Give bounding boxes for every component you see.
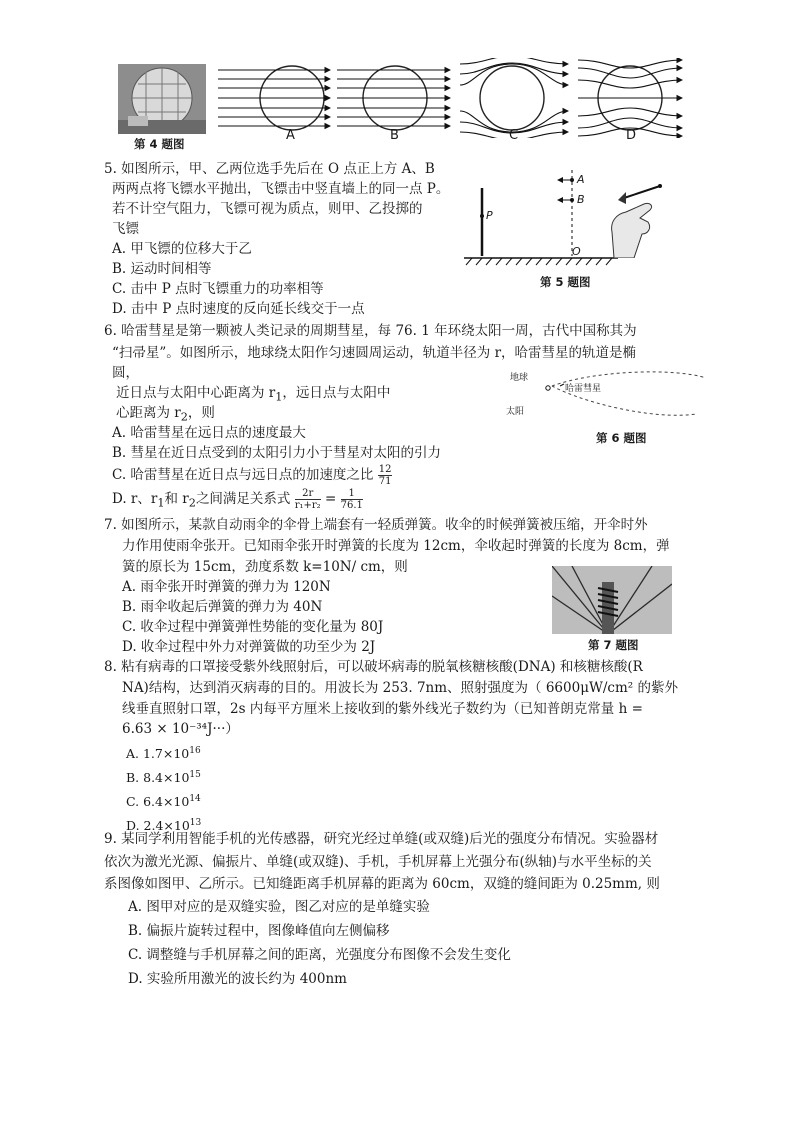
- q6-line-5: ，远日点与太阳中: [282, 385, 391, 401]
- q6-line-4: 近日点与太阳中心距离为 r: [116, 385, 276, 401]
- q9-option-d: D. 实验所用激光的波长约为 400nm: [128, 971, 347, 987]
- q6-frac-d-left-num: 2r: [295, 488, 321, 500]
- q8-line-1: 8. 粘有病毒的口罩接受紫外线照射后，可以破坏病毒的脱氧核糖核酸(DNA) 和核糖核酸(R: [104, 659, 643, 675]
- fig4-option-a: [218, 66, 330, 130]
- fig4-field-diagrams: [212, 58, 712, 138]
- q9-option-b: B. 偏振片旋转过程中，图像峰值向左侧偏移: [128, 923, 390, 939]
- q7-line-2: 力作用使雨伞张开。已知雨伞张开时弹簧的长度为 12cm，伞收起时弹簧的长度为 8cm，弹: [122, 538, 670, 554]
- fig4-label-a: A: [286, 128, 295, 143]
- fig4-option-c: [460, 58, 568, 138]
- q9-line-1: 9. 某同学利用智能手机的光传感器，研究光经过单缝(或双缝)后光的强度分布情况。实验器材: [104, 831, 659, 847]
- q9-line-2: 依次为激光光源、偏振片、单缝(或双缝)、手机，手机屏幕上光强分布(纵轴)与水平坐标的关: [104, 854, 652, 870]
- q6-line-3: 圆，: [112, 365, 139, 381]
- q5-line-4: 飞镖: [112, 221, 139, 237]
- fig6-caption: 第 6 题图: [596, 431, 647, 445]
- q6-line-7: ，则: [187, 405, 215, 421]
- q8-line-3: 线垂直照射口罩，2s 内每平方厘米上接收到的紫外线光子数约为（已知普朗克常量 h =: [122, 701, 643, 717]
- q6-option-d-3: 之间满足关系式: [195, 491, 291, 507]
- q6-option-c: C. 哈雷彗星在近日点与远日点的加速度之比: [112, 467, 374, 483]
- q6-frac-c-den: 71: [378, 476, 392, 487]
- q9-line-3: 系图像如图甲、乙所示。已知缝距离手机屏幕的距离为 60cm，双缝的缝间距为 0.25mm, 则: [104, 876, 660, 892]
- q7-line-1: 7. 如图所示，某款自动雨伞的伞骨上端套有一轻质弹簧。收伞的时候弹簧被压缩，开伞时外: [104, 517, 648, 533]
- q6-line-4-wrap: 近日点与太阳中心距离为 $r_1$，远日点与太阳中: [116, 385, 391, 404]
- q6-line-1: 6. 哈雷彗星是第一颗被人类记录的周期彗星，每 76. 1 年环绕太阳一周，古代中国称其为: [104, 323, 637, 339]
- fig5-diagram: [460, 166, 620, 272]
- q6-line-6: 心距离为 r: [116, 405, 181, 421]
- fig6-earth-label: 地球: [510, 373, 529, 383]
- fig5-caption: 第 5 题图: [540, 275, 591, 289]
- q7-option-d: D. 收伞过程中外力对弹簧做的功至少为 2J: [122, 639, 376, 655]
- fig7-caption: 第 7 题图: [588, 638, 639, 652]
- q5-line-1: 5. 如图所示，甲、乙两位选手先后在 O 点正上方 A、B: [104, 161, 435, 177]
- q5-option-c: C. 击中 P 点时飞镖重力的功率相等: [112, 281, 324, 297]
- q8-option-b-exp: 15: [189, 770, 201, 780]
- q8-option-d-exp: 13: [189, 818, 202, 828]
- q8-option-a-exp: 16: [189, 746, 201, 756]
- umbrella-spring-photo: [552, 566, 672, 634]
- fig4-caption: 第 4 题图: [134, 137, 185, 151]
- q7-line-3: 簧的原长为 15cm，劲度系数 k=10N/ cm，则: [122, 559, 408, 575]
- fig4-photo: [118, 64, 206, 134]
- q5-line-2: 两两点将飞镖水平抛出，飞镖击中竖直墙上的同一点 P。: [112, 181, 450, 197]
- fig6-orbit-diagram: [496, 364, 718, 430]
- fig4-option-d: [578, 60, 682, 136]
- q5-option-a: A. 甲飞镖的位移大于乙: [112, 241, 252, 257]
- q6-option-b: B. 彗星在近日点受到的太阳引力小于彗星对太阳的引力: [112, 445, 442, 461]
- fig4-label-d: D: [626, 128, 637, 143]
- q6-option-d-wrap: D. r、$r_1$和 $r_2$之间满足关系式 $\frac{2r}{\text{r₁+r₂}}$ = $\frac{1}{76.1}$: [112, 488, 363, 511]
- q5-line-3: 若不计空气阻力，飞镖可视为质点，则甲、乙投掷的: [112, 201, 423, 217]
- q7-option-c: C. 收伞过程中弹簧弹性势能的变化量为 80J: [122, 619, 384, 635]
- q8-option-a-wrap: [126, 742, 201, 763]
- q8-line-4: 6.63 × 10⁻³⁴J···）: [122, 721, 239, 737]
- q5-option-b: B. 运动时间相等: [112, 261, 212, 277]
- q8-option-c-exp: 14: [189, 794, 201, 804]
- q8-option-c: C. 6.4×10: [126, 794, 190, 810]
- q5-option-d: D. 击中 P 点时速度的反向延长线交于一点: [112, 301, 365, 317]
- fig6-comet-label: 哈雷彗星: [565, 384, 602, 394]
- q6-option-d-2: 和 r: [164, 491, 189, 507]
- sphere-photo-image: [118, 64, 206, 134]
- q9-option-a: A. 图甲对应的是双缝实验，图乙对应的是单缝实验: [128, 899, 430, 915]
- fig6-sun-label: 太阳: [506, 407, 525, 417]
- q6-frac-c: [378, 464, 393, 487]
- q7-option-a: A. 雨伞张开时弹簧的弹力为 120N: [122, 579, 331, 595]
- q8-option-b-wrap: [126, 766, 201, 787]
- hand-dart-image: [604, 178, 666, 258]
- q6-option-c-wrap: [112, 462, 392, 488]
- fig4-label-c: C: [509, 128, 519, 143]
- fig5-label-a: A: [577, 173, 585, 186]
- q6-frac-d-right-num: 1: [341, 488, 363, 500]
- q9-option-c: C. 调整缝与手机屏幕之间的距离，光强度分布图像不会发生变化: [128, 947, 511, 963]
- q6-option-a: A. 哈雷彗星在远日点的速度最大: [112, 425, 306, 441]
- q6-option-d-1: D. r、r: [112, 491, 158, 507]
- q8-option-c-wrap: [126, 790, 201, 811]
- q8-option-a: A. 1.7×10: [126, 746, 190, 762]
- q7-option-b: B. 雨伞收起后弹簧的弹力为 40N: [122, 599, 323, 615]
- fig4-option-b: [337, 66, 450, 130]
- q6-frac-d-left: [295, 488, 321, 511]
- q8-line-2: NA)结构，达到消灭病毒的目的。用波长为 253. 7nm、照射强度为（ 6600μW/cm² 的紫外: [122, 680, 678, 696]
- fig4-label-b: B: [390, 128, 399, 143]
- q8-option-b: B. 8.4×10: [126, 770, 190, 786]
- q6-frac-d-left-den: r₁+r₂: [294, 500, 321, 511]
- q6-frac-d-right: [341, 488, 363, 511]
- q6-frac-d-right-den: 76.1: [340, 500, 363, 511]
- fig5-label-o: O: [572, 245, 581, 258]
- q6-frac-c-num: 12: [378, 464, 392, 475]
- q6-line-6-wrap: 心距离为 $r_2$，则: [116, 405, 215, 424]
- fig5-label-b: B: [577, 193, 585, 206]
- q6-line-2: “扫帚星”。如图所示，地球绕太阳作匀速圆周运动，轨道半径为 r，哈雷彗星的轨道是椭: [112, 345, 637, 361]
- q8-option-d: D. 2.4×10: [126, 818, 190, 834]
- fig5-label-p: P: [486, 209, 493, 222]
